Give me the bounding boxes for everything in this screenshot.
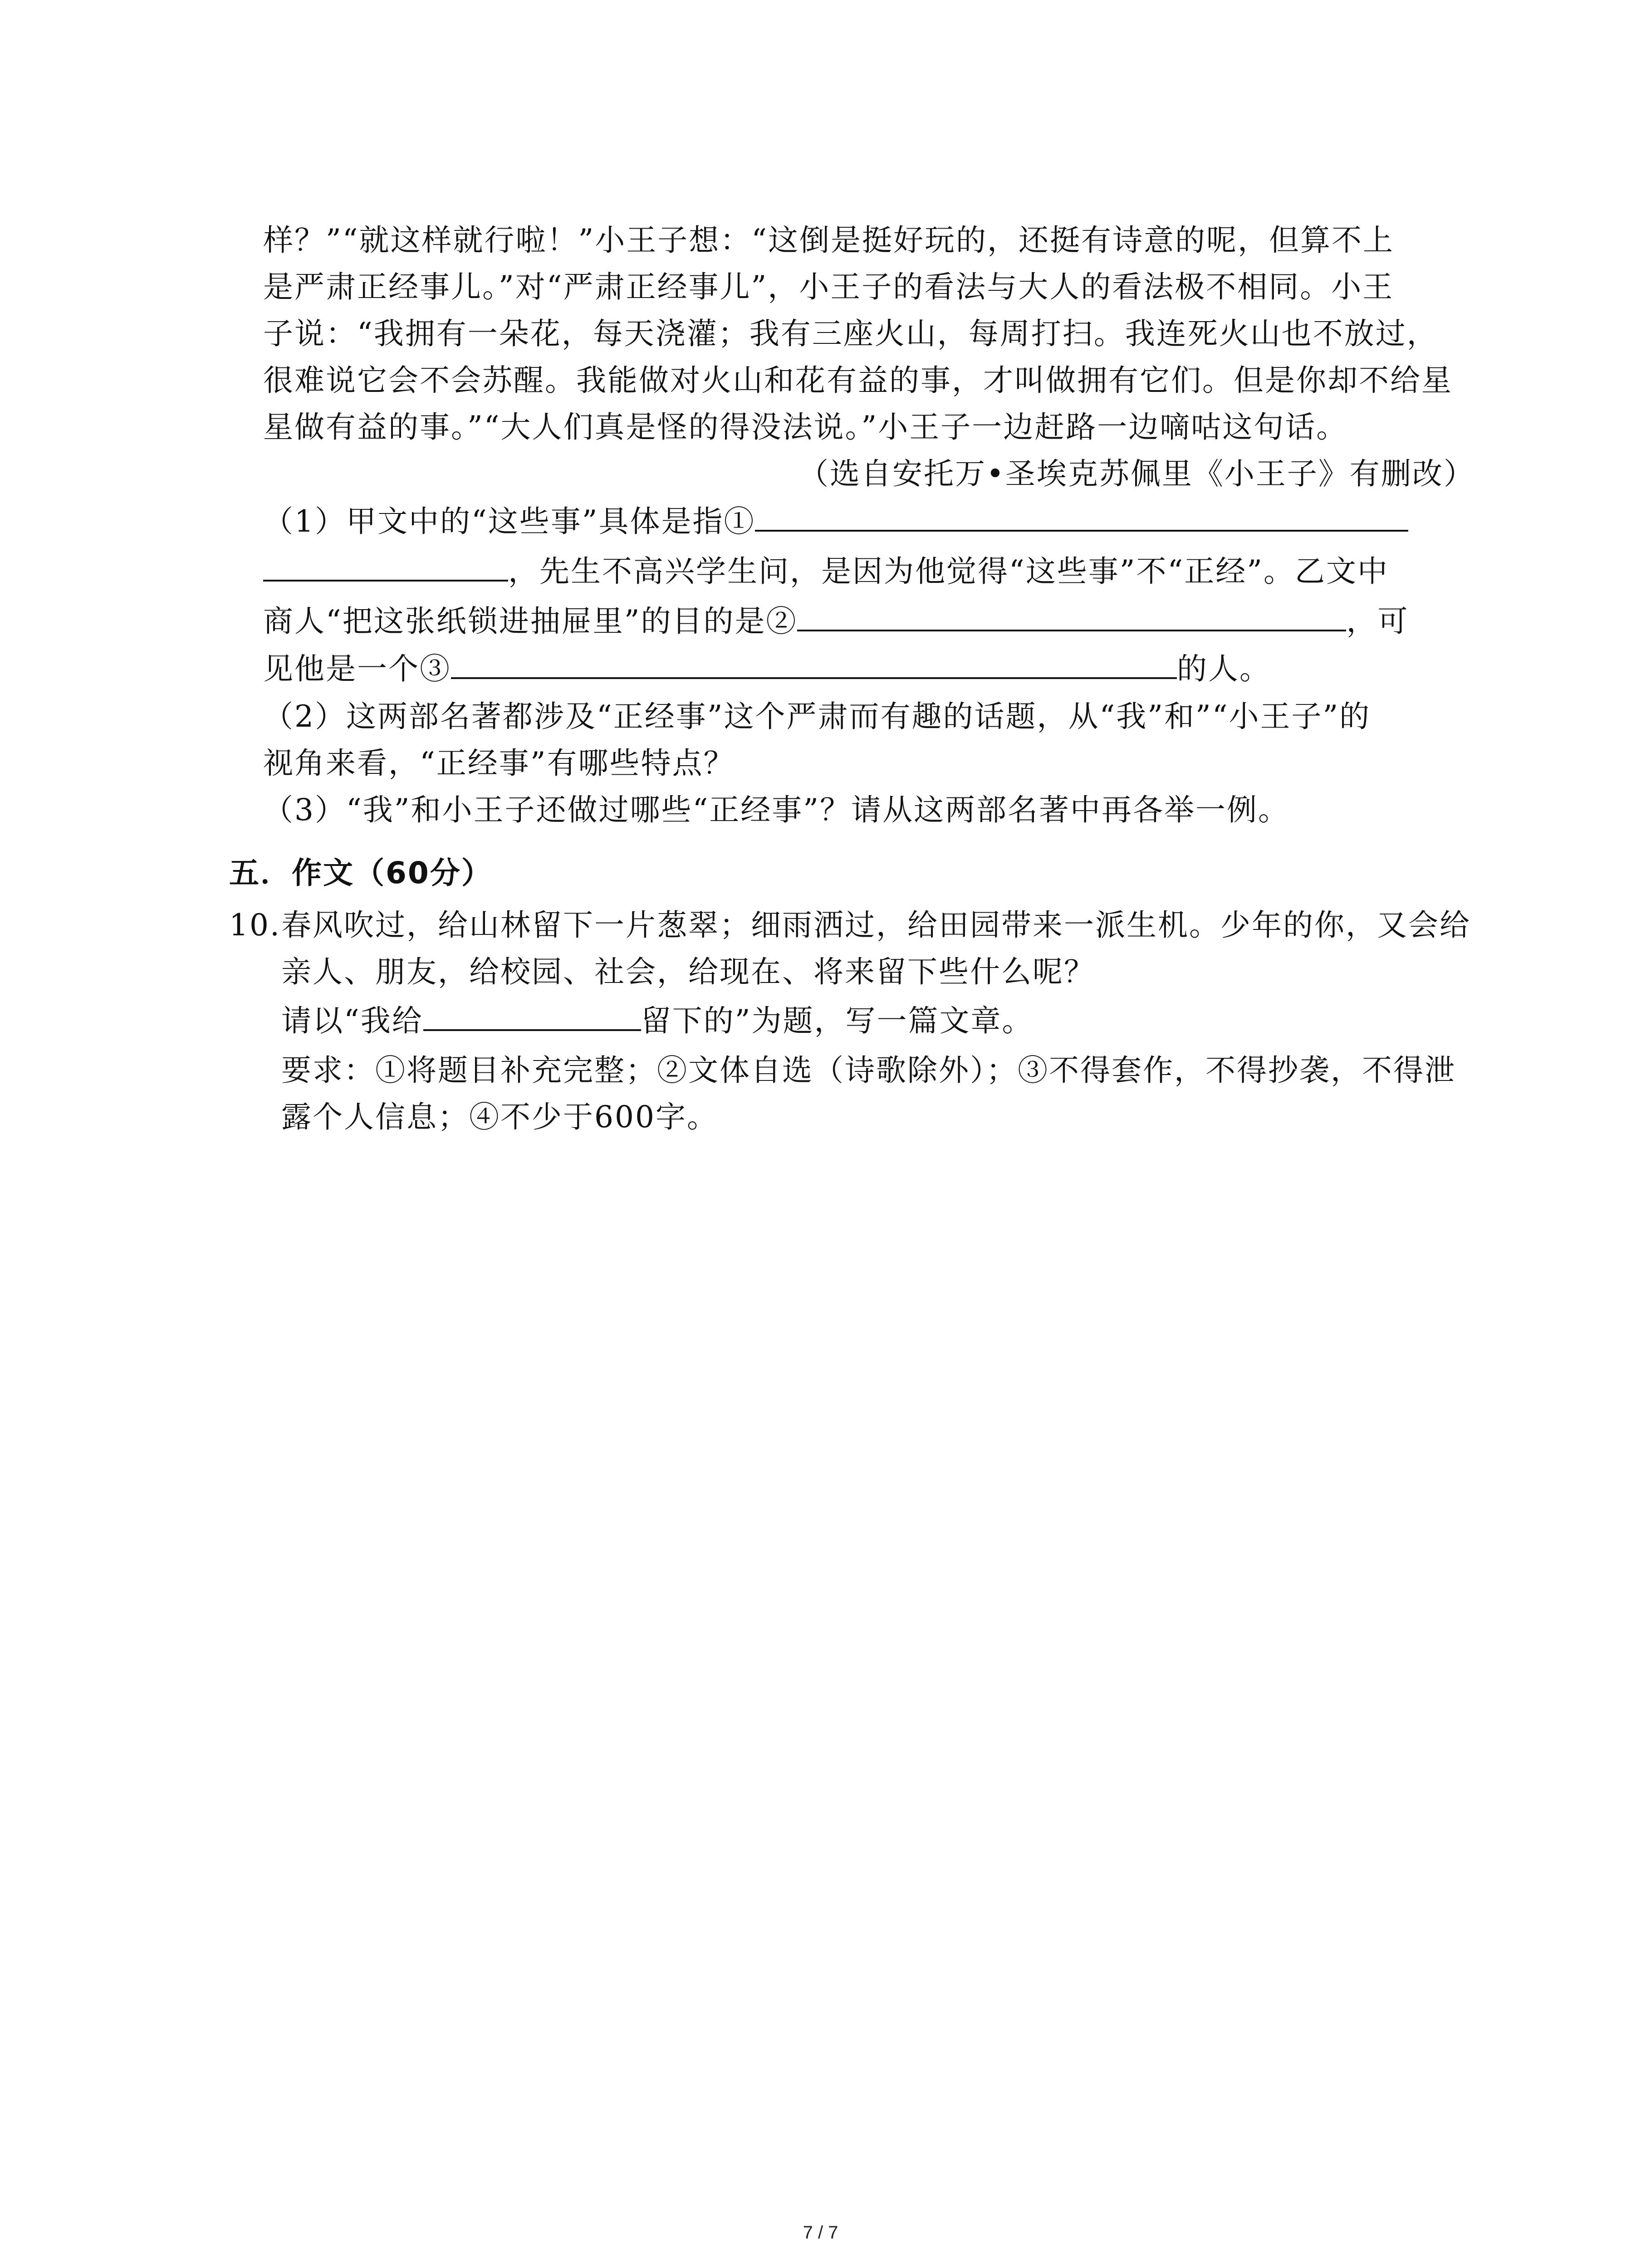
passage-line-2: 是严肃正经事儿。”对“严肃正经事儿”，小王子的看法与大人的看法极不相同。小王 [263, 269, 1394, 304]
question-10-requirements-a: 要求：①将题目补充完整；②文体自选（诗歌除外）；③不得套作，不得抄袭，不得泄 [281, 1053, 1456, 1088]
question-1-prompt-b: ，先生不高兴学生问，是因为他觉得“这些事”不“正经”。乙文中 [508, 554, 1389, 589]
question-1-prompt-c: 商人“把这张纸锁进抽屉里”的目的是② [263, 604, 798, 639]
passage-line-5: 星做有益的事。”“大人们真是怪的得没法说。”小王子一边赶路一边嘀咕这句话。 [263, 410, 1348, 445]
answer-blank-3[interactable] [451, 649, 1177, 679]
question-1-line-c [263, 601, 1409, 642]
question-1-line-a [263, 501, 1408, 542]
answer-blank-2[interactable] [797, 601, 1346, 631]
passage-line-4: 很难说它会不会苏醒。我能做对火山和花有益的事，才叫做拥有它们。但是你却不给星 [263, 363, 1453, 398]
passage-line-1: 样？”“就这样就行啦！”小王子想：“这倒是挺好玩的，还挺有诗意的呢，但算不上 [263, 223, 1394, 258]
question-10-line-b: 亲人、朋友，给校园、社会，给现在、将来留下些什么呢？ [281, 954, 1095, 989]
section-5-heading: 五．作文（60分） [229, 855, 493, 890]
question-2-line-b: 视角来看，“正经事”有哪些特点？ [263, 746, 735, 781]
answer-blank-1[interactable] [755, 502, 1408, 532]
page-number: 7 / 7 [803, 2223, 838, 2243]
question-10-line-c [281, 1001, 1034, 1041]
question-1-prompt-c-end: ，可 [1346, 604, 1409, 639]
question-1-line-b [263, 551, 1389, 592]
question-1-prompt-a: （1）甲文中的“这些事”具体是指① [263, 504, 755, 539]
question-10-requirements-b: 露个人信息；④不少于600字。 [281, 1100, 718, 1134]
question-1-prompt-d: 见他是一个③ [263, 651, 451, 686]
question-10-number: 10. [229, 908, 281, 943]
question-1-prompt-d-end: 的人。 [1177, 651, 1271, 686]
passage-line-3: 子说：“我拥有一朵花，每天浇灌；我有三座火山，每周打扫。我连死火山也不放过， [263, 316, 1438, 351]
passage-source: （选自安托万•圣埃克苏佩里《小王子》有删改） [798, 456, 1475, 491]
essay-title-suffix: 留下的”为题，写一篇文章。 [641, 1003, 1034, 1038]
question-2-line-a: （2）这两部名著都涉及“正经事”这个严肃而有趣的话题，从“我”和”“小王子”的 [263, 699, 1371, 734]
essay-title-prefix: 请以“我给 [281, 1003, 423, 1038]
question-3-text: （3）“我”和小王子还做过哪些“正经事”？请从这两部名著中再各举一例。 [263, 792, 1289, 827]
question-10-line-a: 春风吹过，给山林留下一片葱翠；细雨洒过，给田园带来一派生机。少年的你，又会给 [281, 908, 1471, 943]
essay-title-blank[interactable] [423, 1001, 641, 1031]
answer-blank-1-continued[interactable] [263, 552, 508, 582]
question-1-line-d [263, 649, 1271, 689]
